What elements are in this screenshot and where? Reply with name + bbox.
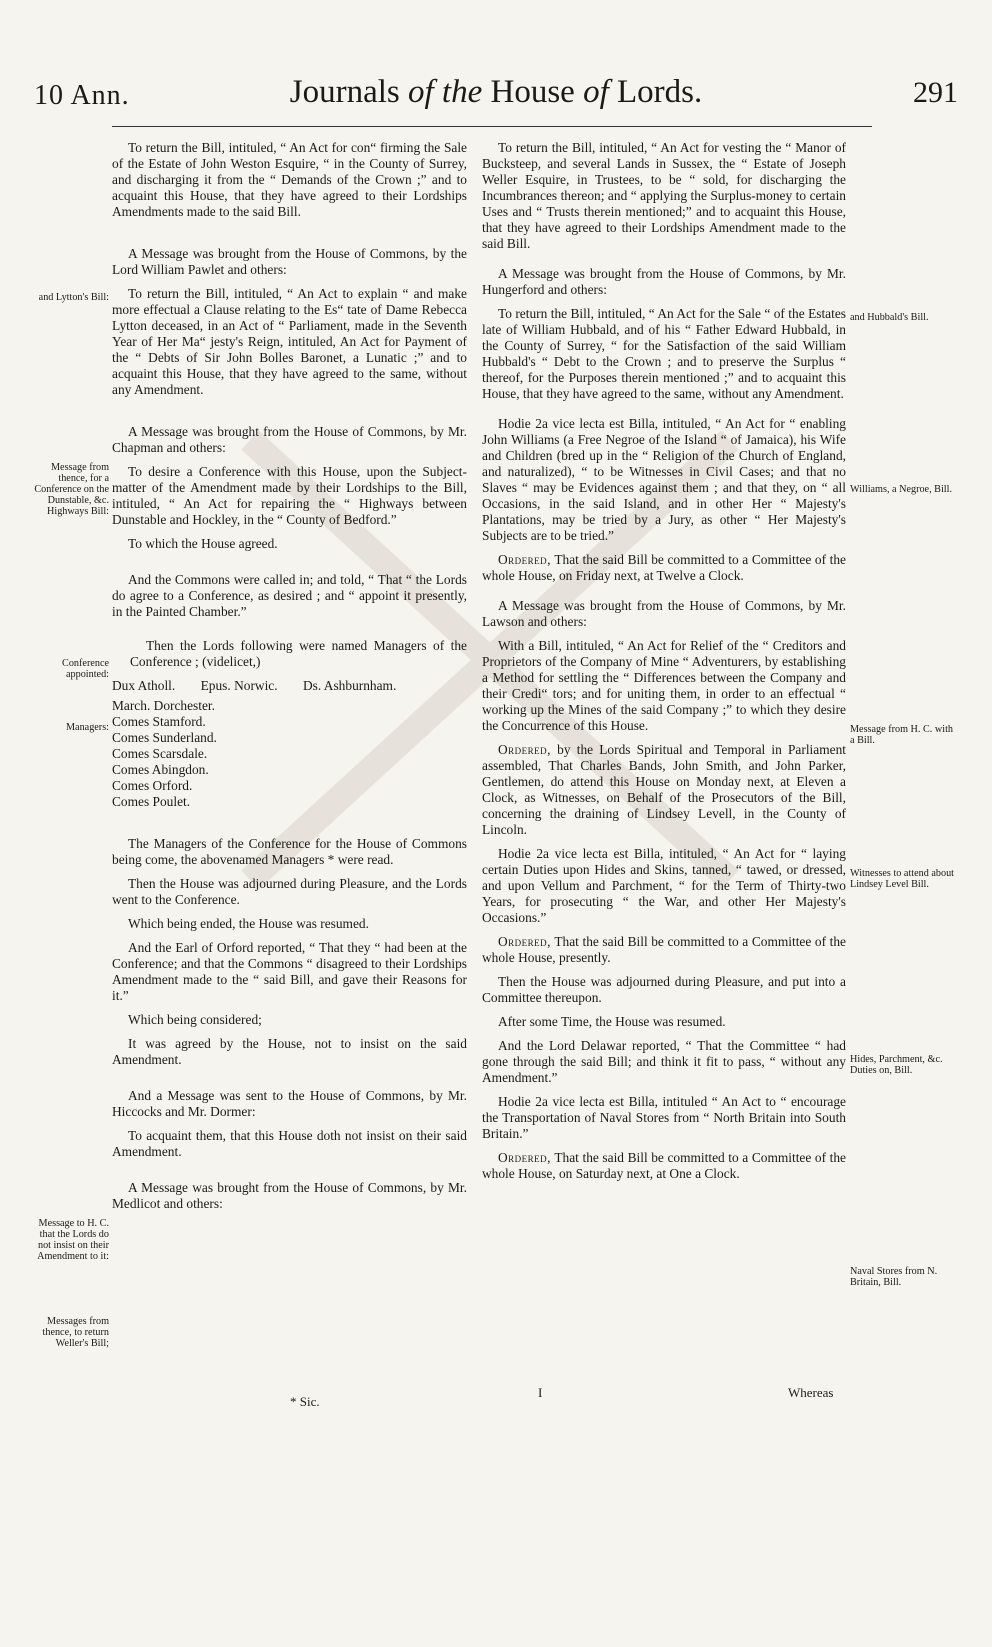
managers-list <box>112 678 467 810</box>
title-the: the <box>433 74 491 110</box>
margin-note-left: Message to H. C. that the Lords do not insist on their Amendment to it: <box>37 1218 109 1262</box>
paragraph: To desire a Conference with this House, upon the Subject-matter of the Amendment made by their Lordships to the Bill, intituled, “ An Act for repairing the “ Highways between Dunstable and Hockley, in the “ County of Bedford.” <box>112 464 467 527</box>
title-of: of <box>408 74 434 110</box>
paragraph: Then the House was adjourned during Pleasure, and the Lords went to the Conference. <box>112 876 467 907</box>
page-number: 291 <box>913 76 958 109</box>
paragraph: Hodie 2a vice lecta est Billa, intituled, “ An Act for “ enabling John Williams (a Free Negroe of the Island “ of Jamaica), his Wife and Children (bred up in the “ Religion of the Church of England, and naturalized), “ to be Witnesses in Civil Cases; and that no Slaves “ may be Evidences against them ; and that they, on “ all Occasions, in the said Island, and in other Her “ Majesty's Plantations, may be tried by a Jury, as other “ Her Majesty's Subjects are to be tried.” <box>482 416 846 543</box>
paragraph-text: That the said Bill be committed to a Committee of the whole House, presently. <box>482 934 846 965</box>
paragraph: And the Lord Delawar reported, “ That the Committee “ had gone through the said Bill; and think it fit to pass, “ without any Amendment.” <box>482 1038 846 1085</box>
paragraph: Hodie 2a vice lecta est Billa, intituled “ An Act to “ encourage the Transportation of Naval Stores from “ North Britain into South Britain.” <box>482 1094 846 1141</box>
paragraph: The Managers of the Conference for the House of Commons being come, the abovenamed Managers * were read. <box>112 836 467 867</box>
manager-name: Epus. Norwic. <box>200 678 278 693</box>
paragraph: And the Commons were called in; and told, “ That “ the Lords do agree to a Conference, as desired ; and “ appoint it presently, in the Painted Chamber.” <box>112 572 467 619</box>
catchword: Whereas <box>788 1385 834 1400</box>
margin-note-left: Messages from thence, to return Weller's Bill; <box>42 1316 109 1349</box>
signature-mark: I <box>538 1385 543 1400</box>
margin-note-left: and Lytton's Bill: <box>38 292 109 303</box>
paragraph: Hodie 2a vice lecta est Billa, intituled, “ An Act for “ laying certain Duties upon Hides and Skins, tanned, “ tawed, or dressed, and upon Vellum and Parchment, “ for the Term of Thirty-two Years, for prosecuting “ the War, and other Her Majesty's Occasions.” <box>482 846 846 925</box>
managers-row <box>112 678 467 694</box>
page-header <box>34 72 958 132</box>
paragraph: It was agreed by the House, not to insist on the said Amendment. <box>112 1036 467 1067</box>
paragraph: And the Earl of Orford reported, “ That they “ had been at the Conference; and that the Commons “ disagreed to their Lordships Amendment made to the “ said Bill, and gave their Reasons for it.” <box>112 940 467 1003</box>
margin-note-right: Williams, a Negroe, Bill. <box>850 484 953 495</box>
paragraph: A Message was brought from the House of Commons, by the Lord William Pawlet and others: <box>112 246 467 277</box>
margin-note-right: Message from H. C. with a Bill. <box>850 724 953 746</box>
paragraph: To return the Bill, intituled, “ An Act to explain “ and make more effectual a Clause relating to the Es“ tate of Dame Rebecca Lytton deceased, in an Act of “ Parliament, made in the Seventh Year of Her Ma“ jesty's Reign, intituled, An Act for Payment of the “ Debts of Sir John Bolles Baronet, a Lunatic ;” and to acquaint this House, that they have agreed to the same, without any Amendment. <box>112 286 467 397</box>
manager-name: March. Dorchester. <box>112 698 215 713</box>
manager-name: Comes Poulet. <box>112 794 191 809</box>
manager-name: Comes Scarsdale. <box>112 746 208 761</box>
manager-name: Comes Stamford. <box>112 714 206 729</box>
paragraph: And a Message was sent to the House of Commons, by Mr. Hiccocks and Mr. Dormer: <box>112 1088 467 1119</box>
paragraph: To return the Bill, intituled, “ An Act for vesting the “ Manor of Bucksteep, and several Lands in Sussex, the “ Estate of Joseph Weller Esquire, in Trustees, to be “ sold, for discharging the Incumbrances thereon; and “ applying the Surplus-money to certain Uses and “ Trusts therein mentioned;” and to acquaint this House, that they have agreed to their Lordships Amendment made to the said Bill. <box>482 140 846 251</box>
paragraph: Which being ended, the House was resumed. <box>128 916 369 931</box>
title-journals: Journals <box>289 74 408 110</box>
paragraph: A Message was brought from the House of Commons, by Mr. Chapman and others: <box>112 424 467 455</box>
manager-name: Comes Orford. <box>112 778 193 793</box>
margin-note-left: Conference appointed: <box>62 658 109 680</box>
margin-note-right: Naval Stores from N. Britain, Bill. <box>850 1266 938 1288</box>
paragraph: A Message was brought from the House of Commons, by Mr. Lawson and others: <box>482 598 846 629</box>
paragraph: Then the House was adjourned during Pleasure, and put into a Committee thereupon. <box>482 974 846 1005</box>
margin-note-right: and Hubbald's Bill. <box>850 312 929 323</box>
margin-note-left: Message from thence, for a Conference on the Dunstable, &c. Highways Bill: <box>34 462 109 517</box>
paragraph-text: That the said Bill be committed to a Committee of the whole House, on Friday next, at Twelve a Clock. <box>482 552 846 583</box>
right-column <box>482 140 846 1190</box>
paragraph: A Message was brought from the House of Commons, by Mr. Hungerford and others: <box>482 266 846 297</box>
margin-note-left: Managers: <box>66 722 109 733</box>
paragraph: To which the House agreed. <box>128 536 278 551</box>
ordered-lead: Ordered, <box>498 934 552 949</box>
header-rule <box>112 126 872 127</box>
paragraph <box>482 1150 846 1182</box>
paragraph <box>482 742 846 838</box>
left-column <box>112 140 467 1220</box>
paragraph: Which being considered; <box>128 1012 262 1027</box>
manager-name: Ds. Ashburnham. <box>302 678 397 693</box>
title-of-2: of <box>583 74 609 110</box>
paragraph: To return the Bill, intituled, “ An Act for the Sale “ of the Estates late of William Hubbald, and of his “ Father Edward Hubbald, in the County of Surrey, “ for the Satisfaction of the said William Hubbald's “ Debt to the Crown ; and to preserve the Surplus “ thereof, for the Purposes therein mentioned ;” and to acquaint this House, that they have agreed to the same, without any Amendment. <box>482 306 846 401</box>
paragraph: Then the Lords following were named Managers of the Conference ; (videlicet,) <box>130 638 467 669</box>
paragraph: A Message was brought from the House of Commons, by Mr. Medlicot and others: <box>112 1180 467 1211</box>
title-lords: Lords. <box>608 74 703 110</box>
running-title <box>34 74 958 111</box>
paragraph: To return the Bill, intituled, “ An Act for con“ firming the Sale of the Estate of John Weston Esquire, “ in the County of Surrey, and discharging it from the “ Demands of the Crown ;” and to acquaint this House, that they have agreed to their Lordships Amendments made to the said Bill. <box>112 140 467 219</box>
margin-note-right: Hides, Parchment, &c. Duties on, Bill. <box>850 1054 943 1076</box>
regnal-year: 10 Ann. <box>34 80 130 111</box>
manager-name: Comes Abingdon. <box>112 762 209 777</box>
manager-name: Dux Atholl. <box>112 678 176 693</box>
paragraph: With a Bill, intituled, “ An Act for Relief of the “ Creditors and Proprietors of the Company of Mine “ Adventurers, by establishing a Method for settling the “ Differences between the Company and their Credi“ tors; and for uniting them, in order to an effectual “ working up the Mines of the said Company ;” to which they desire the Concurrence of this House. <box>482 638 846 733</box>
manager-name: Comes Sunderland. <box>112 730 217 745</box>
paragraph <box>482 552 846 584</box>
paragraph-text: by the Lords Spiritual and Temporal in Parliament assembled, That Charles Bands, John Smith, and John Parker, Gentlemen, do attend this House on Monday next, at Eleven a Clock, as Witnesses, on Behalf of the Prosecutors of the Bill, concerning the draining of Lindsey Levell, in the County of Lincoln. <box>482 742 846 837</box>
paragraph-text: That the said Bill be committed to a Committee of the whole House, on Saturday next, at One a Clock. <box>482 1150 846 1181</box>
paragraph: To acquaint them, that this House doth not insist on their said Amendment. <box>112 1128 467 1159</box>
margin-note-right: Witnesses to attend about Lindsey Level Bill. <box>850 868 954 890</box>
footnote-sic: * Sic. <box>290 1394 320 1409</box>
title-house: House <box>490 74 584 110</box>
ordered-lead: Ordered, <box>498 742 552 757</box>
ordered-lead: Ordered, <box>498 552 552 567</box>
paragraph <box>482 934 846 966</box>
paragraph: After some Time, the House was resumed. <box>498 1014 726 1029</box>
ordered-lead: Ordered, <box>498 1150 552 1165</box>
